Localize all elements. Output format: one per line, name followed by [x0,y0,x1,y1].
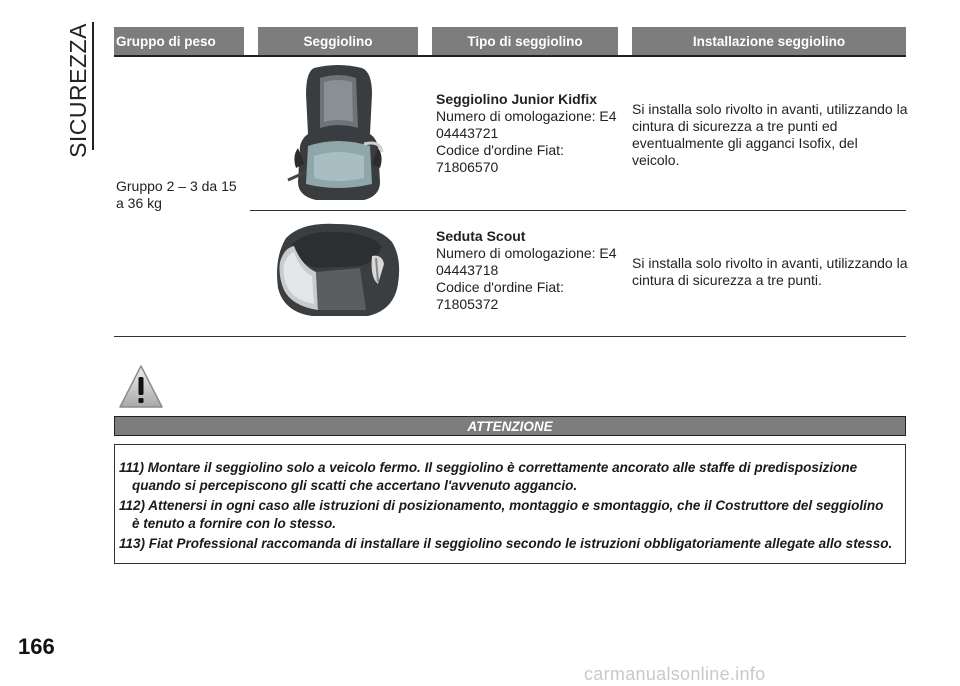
warning-item: 111) Montare il seggiolino solo a veicolo fermo. Il seggiolino è correttamente ancorato alle staffe di predisposizione quando si percepiscono gli scatti che accertano l'avvenuto aggancio. [119,460,858,493]
scout-installation-info: Si installa solo rivolto in avanti, utilizzando la cintura di sicurezza a tre punti. [632,255,908,288]
section-title: SICUREZZA [64,22,91,158]
warning-item: 113) Fiat Professional raccomanda di installare il seggiolino secondo le istruzioni obbligatoriamente allegate allo stesso. [119,536,893,551]
kidfix-type-info: Seggiolino Junior Kidfix Numero di omologazione: E4 04443721 Codice d'ordine Fiat: 71806570 [436,91,617,175]
warning-item: 112) Attenersi in ogni caso alle istruzioni di posizionamento, montaggio e smontaggio, che il Costruttore del seggiolino è tenuto a fornire con lo stesso. [119,498,884,531]
header-weight-group: Gruppo di peso [114,27,244,55]
page-number: 166 [18,634,55,659]
kidfix-seat-image [284,64,392,206]
scout-type-info: Seduta Scout Numero di omologazione: E4 04443718 Codice d'ordine Fiat: 71805372 [436,228,617,312]
warning-title: ATTENZIONE [114,416,906,436]
warning-box [114,444,906,564]
scout-booster-image [272,218,404,320]
watermark: carmanualsonline.info [584,664,766,684]
header-seat: Seggiolino [258,27,418,55]
header-seat-type: Tipo di seggiolino [432,27,618,55]
table-header [114,27,906,55]
table-bottom-rule [114,336,906,337]
section-divider [92,22,94,150]
weight-group-label: Gruppo 2 – 3 da 15 a 36 kg [116,178,237,211]
header-installation: Installazione seggiolino [632,27,906,55]
row-divider [250,210,906,211]
header-rule [114,55,906,57]
kidfix-installation-info: Si installa solo rivolto in avanti, utilizzando la cintura di sicurezza a tre punti ed eventualmente gli agganci Isofix, del veicolo. [632,101,908,168]
warning-triangle-icon [118,364,164,410]
